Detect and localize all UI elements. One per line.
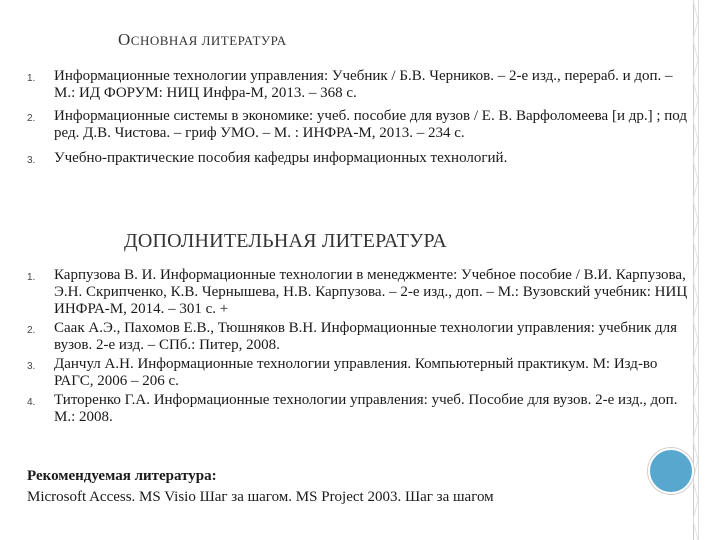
item-number: 1.: [27, 73, 36, 84]
list-item: [27, 68, 692, 102]
item-number: 2.: [27, 113, 36, 124]
decorative-circle: [648, 448, 694, 494]
item-text: Карпузова В. И. Информационные технологии в менеджменте: Учебное пособие / В.И. Карпузова, Э.Н. Скрипченко, К.В. Чернышева, Н.В. Карпузова. – 2-е изд., доп. – М.: Вузовский учебник: НИЦ ИНФРА-М, 2014. – 301 с. +: [54, 267, 688, 317]
recommended-text: Microsoft Access. MS Visio Шаг за шагом. MS Project 2003. Шаг за шагом: [27, 489, 494, 505]
item-text: Учебно-практические пособия кафедры информационных технологий.: [54, 150, 508, 166]
list-item: [27, 108, 692, 142]
item-number: 3.: [27, 361, 36, 372]
item-text: Информационные технологии управления: Учебник / Б.В. Черников. – 2-е изд., перераб. и доп. – М.: ИД ФОРУМ: НИЦ Инфра-М, 2013. – 368 с.: [54, 68, 673, 101]
list-item: [27, 356, 692, 390]
item-number: 4.: [27, 397, 36, 408]
item-number: 1.: [27, 272, 36, 283]
additional-literature-list: [27, 267, 692, 428]
additional-literature-heading: ДОПОЛНИТЕЛЬНАЯ ЛИТЕРАТУРА: [124, 230, 447, 252]
item-text: Саак А.Э., Пахомов Е.В., Тюшняков В.Н. Информационные технологии управления: учебник для вузов. 2-е изд. – СПб.: Питер, 2008.: [54, 320, 678, 353]
item-text: Информационные системы в экономике: учеб. пособие для вузов / Е. В. Варфоломеева [и др.] ; под ред. Д.В. Чистова. – гриф УМО. – М. : ИНФРА-М, 2013. – 234 с.: [54, 108, 687, 141]
main-literature-list: [27, 68, 692, 167]
item-text: Данчул А.Н. Информационные технологии управления. Компьютерный практикум. М: Изд-во РАГС, 2006 – 206 с.: [54, 356, 658, 389]
item-text: Титоренко Г.А. Информационные технологии управления: учеб. Пособие для вузов. 2-е изд., доп. М.: 2008.: [54, 392, 678, 425]
list-item: [27, 392, 692, 426]
list-item: [27, 267, 692, 318]
main-literature-heading: ОСНОВНАЯ ЛИТЕРАТУРА: [118, 30, 287, 49]
list-item: [27, 320, 692, 354]
item-number: 3.: [27, 155, 36, 166]
item-number: 2.: [27, 325, 36, 336]
list-item: [27, 150, 692, 167]
decorative-zigzag: [690, 0, 714, 540]
recommended-title: Рекомендуемая литература:: [27, 468, 217, 484]
